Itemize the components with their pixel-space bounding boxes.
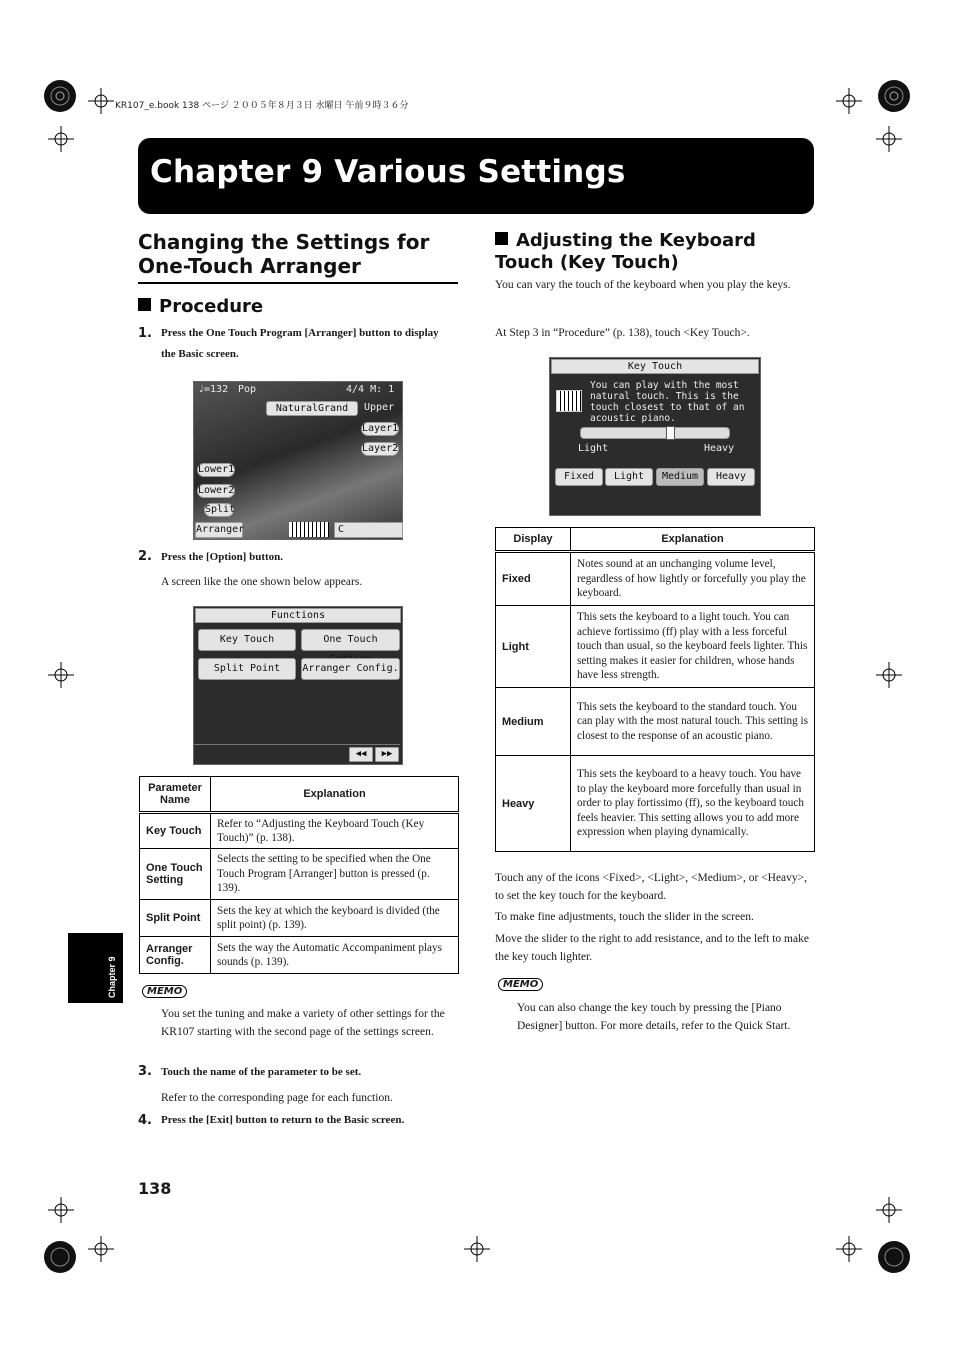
crosshair-icon: [876, 662, 902, 688]
registration-mark-icon: [40, 1237, 80, 1277]
parameter-name: Key Touch: [140, 813, 211, 849]
crosshair-icon: [836, 1236, 862, 1262]
arranger-config-button[interactable]: Arranger Config.: [301, 658, 400, 680]
parameter-name: Arranger Config.: [140, 937, 211, 974]
crosshair-icon: [464, 1236, 490, 1262]
parameter-explanation: Sets the way the Automatic Accompaniment plays sounds (p. 139).: [211, 937, 459, 974]
step-subtext: A screen like the one shown below appears.: [161, 576, 363, 588]
layer2-button[interactable]: Layer2: [362, 443, 399, 454]
key-touch-screen: [549, 357, 761, 516]
table-row: [140, 849, 459, 900]
keyboard-icon: [556, 390, 582, 412]
key-touch-title: Key Touch: [551, 359, 759, 374]
crosshair-icon: [876, 126, 902, 152]
registration-mark-icon: [874, 76, 914, 116]
light-button[interactable]: Light: [605, 468, 653, 486]
table-header: Display: [496, 528, 571, 552]
crosshair-icon: [48, 1197, 74, 1223]
paragraph: Move the slider to the right to add resistance, and to the left to make the key touch lighter.: [495, 933, 809, 963]
memo-icon: MEMO: [498, 978, 543, 991]
display-name: Medium: [496, 688, 571, 756]
display-name: Light: [496, 606, 571, 688]
chord-readout: C: [334, 522, 403, 538]
table-row: [496, 552, 815, 606]
light-label: Light: [578, 443, 609, 454]
file-info-header: KR107_e.book 138 ページ ２００５年８月３日 水曜日 午前９時３６分: [115, 101, 409, 111]
arranger-button[interactable]: Arranger: [195, 522, 243, 538]
parameter-name: One Touch Setting: [140, 849, 211, 900]
step-text: Press the [Exit] button to return to the Basic screen.: [161, 1114, 405, 1126]
parameter-explanation: Refer to “Adjusting the Keyboard Touch (Key Touch)” (p. 138).: [211, 813, 459, 849]
memo-icon: MEMO: [142, 985, 187, 998]
split-point-button[interactable]: Split Point: [198, 658, 296, 680]
tempo-readout: ♩=132: [198, 384, 229, 395]
step-number: 3.: [138, 1064, 152, 1079]
table-header: Parameter Name: [140, 777, 211, 813]
crosshair-icon: [88, 1236, 114, 1262]
style-name: Pop: [238, 384, 257, 395]
functions-screen: [193, 606, 403, 765]
crosshair-icon: [876, 1197, 902, 1223]
key-touch-button[interactable]: Key Touch: [198, 629, 296, 651]
table-row: [140, 900, 459, 937]
crosshair-icon: [48, 126, 74, 152]
heavy-label: Heavy: [704, 443, 735, 454]
crosshair-icon: [88, 88, 114, 114]
step-number: 4.: [138, 1113, 152, 1128]
chapter-side-label: Chapter 9: [107, 956, 117, 998]
medium-button[interactable]: Medium: [656, 468, 704, 486]
section-title-one-touch: Changing the Settings for One-Touch Arranger: [138, 230, 430, 278]
chapter-title: Chapter 9 Various Settings: [150, 154, 626, 190]
split-button[interactable]: Split: [205, 504, 236, 515]
table-row: [496, 688, 815, 756]
display-explanation: Notes sound at an unchanging volume level, regardless of how lightly or forcefully you play the keyboard.: [571, 552, 815, 606]
square-bullet-icon: [495, 232, 508, 245]
parameter-explanation: Sets the key at which the keyboard is divided (the split point) (p. 139).: [211, 900, 459, 937]
section-rule: [138, 282, 458, 284]
divider: [194, 744, 400, 745]
page-back-icon[interactable]: ◀◀: [349, 747, 373, 762]
heavy-button[interactable]: Heavy: [707, 468, 755, 486]
registration-mark-icon: [874, 1237, 914, 1277]
slider-knob[interactable]: [666, 426, 675, 440]
display-name: Fixed: [496, 552, 571, 606]
step-text: Touch the name of the parameter to be set.: [161, 1066, 362, 1078]
key-touch-table: [495, 527, 815, 852]
step-number: 1.: [138, 326, 152, 341]
functions-title: Functions: [195, 608, 401, 623]
table-header: Explanation: [211, 777, 459, 813]
table-header: Explanation: [571, 528, 815, 552]
step-text: Press the [Option] button.: [161, 551, 284, 563]
page-forward-icon[interactable]: ▶▶: [375, 747, 399, 762]
table-row: [496, 756, 815, 852]
tone-name-button[interactable]: NaturalGrand: [266, 401, 358, 416]
display-explanation: This sets the keyboard to a heavy touch. You have to play the keyboard more forcefully than usual in order to play fortissimo (ff), so the keyboard touch feels heavier. This setting allows you to add more expression when playing dynamically.: [571, 756, 815, 852]
layer1-button[interactable]: Layer1: [362, 423, 399, 434]
crosshair-icon: [48, 662, 74, 688]
step-reference: At Step 3 in “Procedure” (p. 138), touch <Key Touch>.: [495, 327, 750, 339]
display-explanation: This sets the keyboard to a light touch. You can achieve fortissimo (ff) play with a less forceful touch than usual, so the keyboard feels lighter. This setting makes it easier for children, whose hands have less strength.: [571, 606, 815, 688]
parameter-name: Split Point: [140, 900, 211, 937]
parameter-table: [139, 776, 459, 974]
intro-text: You can vary the touch of the keyboard when you play the keys.: [495, 279, 791, 291]
key-touch-message: You can play with the most natural touch. This is the touch closest to that of an acoustic piano.: [590, 380, 745, 424]
step-subtext: Refer to the corresponding page for each function.: [161, 1092, 393, 1104]
lower1-button[interactable]: Lower1: [198, 464, 235, 475]
crosshair-icon: [836, 88, 862, 114]
meter-readout: 4/4 M: 1: [346, 384, 395, 395]
step-number: 2.: [138, 549, 152, 564]
basic-screen: [193, 381, 403, 540]
display-name: Heavy: [496, 756, 571, 852]
touch-slider-track[interactable]: [580, 427, 730, 439]
lower2-button[interactable]: Lower2: [198, 485, 235, 496]
paragraph: To make fine adjustments, touch the slider in the screen.: [495, 911, 754, 923]
registration-mark-icon: [40, 76, 80, 116]
procedure-heading: Procedure: [138, 296, 263, 318]
one-touch-setting-button[interactable]: One Touch: [301, 629, 400, 651]
square-bullet-icon: [138, 298, 151, 311]
page-number: 138: [138, 1179, 172, 1198]
display-explanation: This sets the keyboard to the standard touch. You can play with the most natural touch. This setting is closest to the response of an acoustic piano.: [571, 688, 815, 756]
table-row: [496, 606, 815, 688]
parameter-explanation: Selects the setting to be specified when the One Touch Program [Arranger] button is pressed (p. 139).: [211, 849, 459, 900]
upper-label: Upper: [364, 402, 395, 413]
table-row: [140, 813, 459, 849]
table-row: [140, 937, 459, 974]
memo-text: You can also change the key touch by pressing the [Piano Designer] button. For more details, refer to the Quick Start.: [517, 1002, 791, 1032]
section-title-key-touch: Adjusting the Keyboard Touch (Key Touch): [495, 230, 756, 273]
memo-text: You set the tuning and make a variety of other settings for the KR107 starting with the second page of the settings screen.: [161, 1008, 445, 1038]
fixed-button[interactable]: Fixed: [555, 468, 603, 486]
paragraph: Touch any of the icons <Fixed>, <Light>, <Medium>, or <Heavy>, to set the key touch for the keyboard.: [495, 872, 808, 902]
step-text: Press the One Touch Program [Arranger] button to display the Basic screen.: [161, 327, 439, 360]
keyboard-icon: [289, 522, 329, 537]
